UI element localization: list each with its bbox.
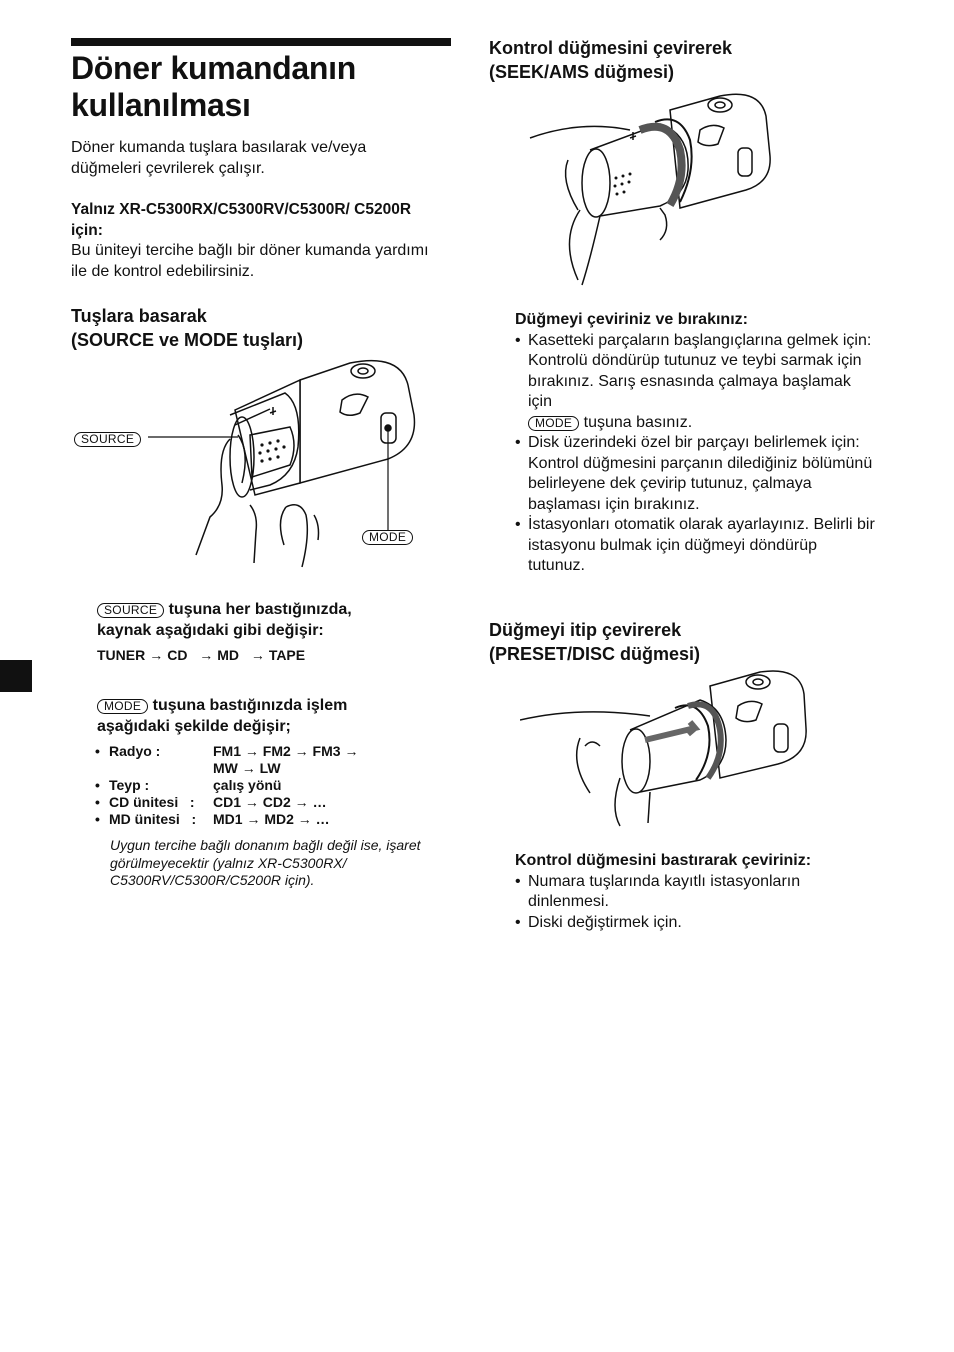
source-description [97, 600, 437, 641]
preset-subheading: Kontrol düğmesini bastırarak çeviriniz: [515, 852, 812, 869]
preset-title-line2: (PRESET/DISC düğmesi) [489, 644, 701, 664]
seq-item: TAPE [268, 647, 306, 663]
mode-row: • Teyp : çalış yönü [95, 777, 282, 793]
seek-title-line2: (SEEK/AMS düğmesi) [489, 62, 675, 82]
mode-text-line1: tuşuna bastığınızda işlem [152, 697, 348, 714]
seek-instructions [515, 310, 875, 577]
seek-item: • Kasetteki parçaların başlangıçlarına gelmek için: Kontrolü döndürüp tutunuz ve teybi sarmak için bırakınız. Sarış esnasında çalmaya başlamak için MODE tuşuna basınız. [515, 331, 875, 434]
section-title-line1: Tuşlara basarak [71, 306, 207, 326]
mode-text-line2: aşağıdaki şekilde değişir; [97, 717, 291, 735]
remote-illustration-seek [520, 90, 780, 290]
remote-illustration-preset [520, 668, 810, 828]
preset-title-line1: Düğmeyi itip çevirerek [489, 620, 682, 640]
figure-source-label [74, 430, 141, 448]
mode-footnote: Uygun tercihe bağlı donanım bağlı değil ise, işaret görülmeyecektir (yalnız XR-C5300RX/ C5300RV/C5300R/C5200R için). [110, 837, 421, 888]
preset-instructions [515, 851, 875, 933]
section-tab-marker [0, 660, 32, 692]
mode-row: • MD ünitesi : MD1 → MD2 → … [95, 811, 330, 827]
model-note-heading: Yalnız XR-C5300RX/C5300RV/C5300R/ C5200R için: [71, 201, 412, 239]
mode-row: • Radyo : FM1 → FM2 → FM3 → MW → LW [95, 743, 359, 776]
preset-item: • Numara tuşlarında kayıtlı istasyonların dinlenmesi. [515, 872, 875, 913]
title-rule [71, 38, 451, 46]
seq-item: TUNER [97, 647, 146, 663]
intro-text: Döner kumanda tuşlara basılarak ve/veya düğmeleri çevrilerek çalışır. [71, 139, 367, 177]
mode-callout: MODE [362, 530, 413, 545]
mode-row: • CD ünitesi : CD1 → CD2 → … [95, 794, 327, 810]
seek-heading [489, 36, 732, 84]
seek-item: • Disk üzerindeki özel bir parçayı belirlemek için: Kontrol düğmesini parçanın dilediğiniz bölümünü belirleyene dek çevirip tutunuz, çalmaya başlaması için bırakınız. [515, 433, 875, 515]
source-key: SOURCE [97, 603, 164, 618]
mode-key-inline: MODE [528, 416, 579, 431]
section-heading-buttons [71, 304, 303, 352]
seek-title-line1: Kontrol düğmesini çevirerek [489, 38, 733, 58]
mode-list [95, 743, 358, 828]
preset-heading [489, 618, 700, 666]
seq-item: MD [217, 647, 240, 663]
arrow-icon: → [250, 647, 265, 663]
section-title-line2: (SOURCE ve MODE tuşları) [71, 330, 304, 350]
seq-item: CD [167, 647, 188, 663]
seek-subheading: Düğmeyi çeviriniz ve bırakınız: [515, 311, 748, 328]
source-sequence [97, 647, 305, 665]
model-note-body: Bu üniteyi tercihe bağlı bir döner kumanda yardımı ile de kontrol edebilirsiniz. [71, 242, 429, 280]
source-text-line1: tuşuna her bastığınızda, [168, 601, 352, 618]
seek-item: • İstasyonları otomatik olarak ayarlayınız. Belirli bir istasyonu bulmak için düğmeyi döndürüp tutunuz. [515, 515, 875, 577]
arrow-icon: → [199, 647, 214, 663]
arrow-icon: → [149, 647, 164, 663]
page-title: Döner kumandanın kullanılması [71, 50, 357, 123]
figure-mode-label [362, 528, 413, 546]
preset-item: • Diski değiştirmek için. [515, 913, 875, 934]
mode-key: MODE [97, 699, 148, 714]
mode-description [97, 696, 437, 737]
source-callout: SOURCE [74, 432, 141, 447]
source-text-line2: kaynak aşağıdaki gibi değişir: [97, 621, 324, 639]
